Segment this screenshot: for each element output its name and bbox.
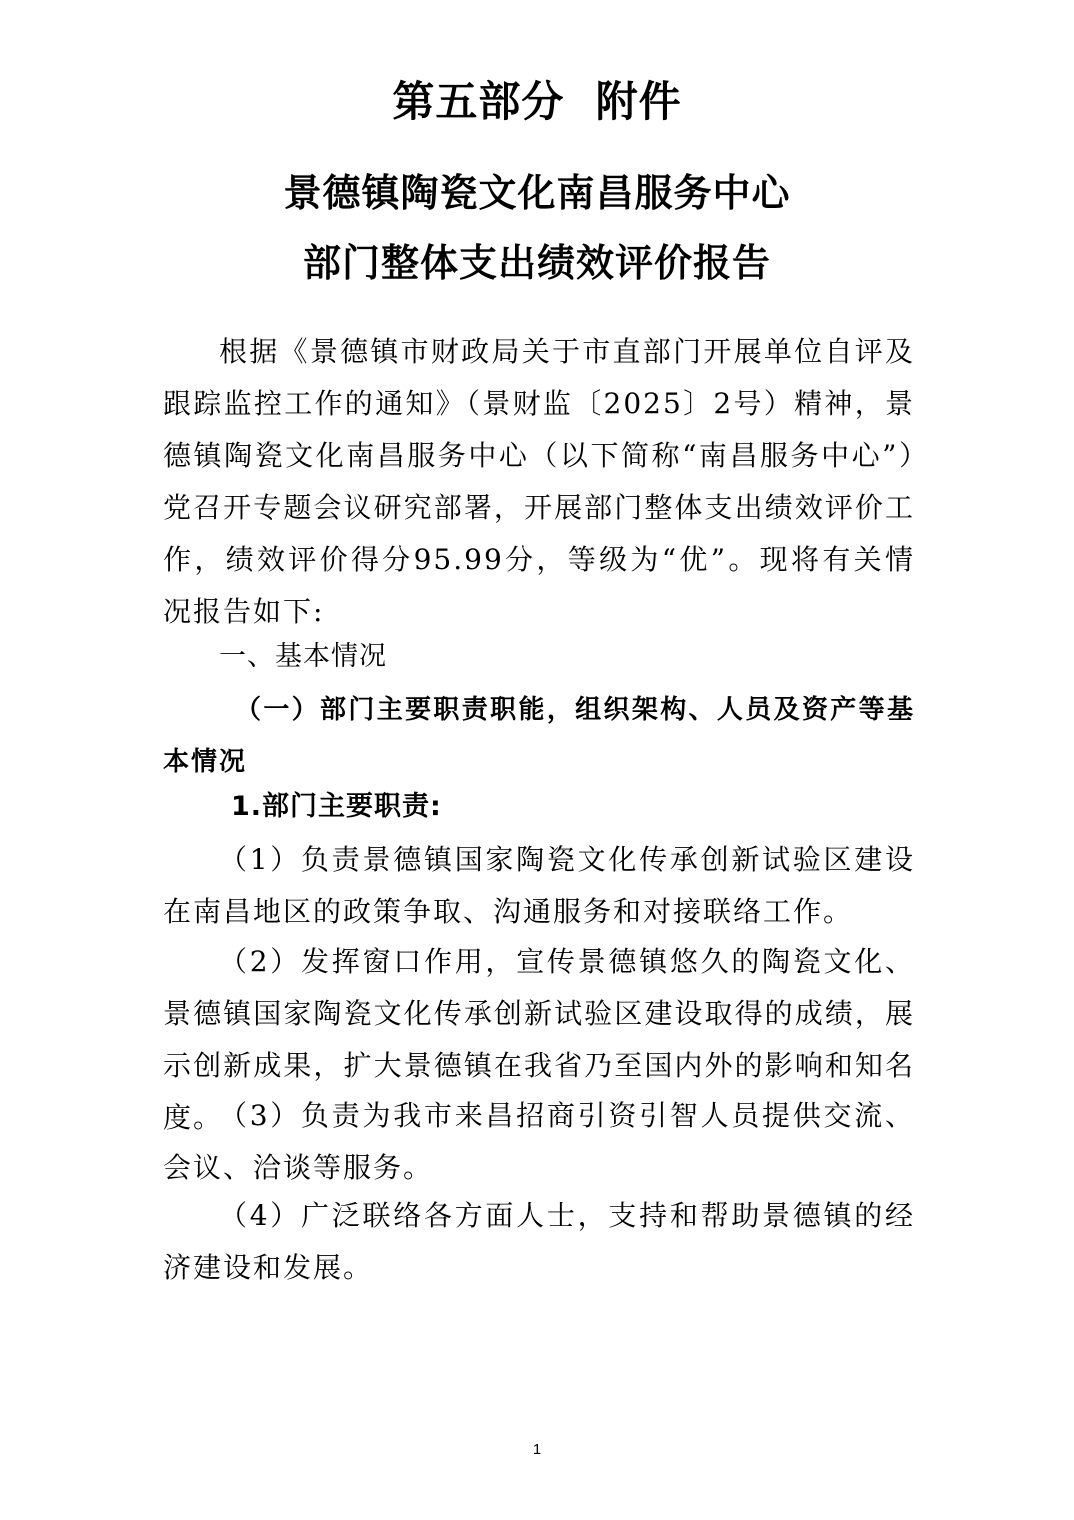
duty-item-4: （4）广泛联络各方面人士，支持和帮助景德镇的经济建设和发展。 bbox=[163, 1199, 915, 1284]
duty-item-3: （3）负责为我市来昌招商引资引智人员提供交流、会议、洽谈等服务。 bbox=[163, 1099, 915, 1184]
section-heading-basic-info: 一、基本情况 bbox=[219, 641, 387, 672]
intro-paragraph: 根据《景德镇市财政局关于市直部门开展单位自评及跟踪监控工作的通知》（景财监〔2025〕2号）精神，景德镇陶瓷文化南昌服务中心（以下简称“南昌服务中心”）党召开专题会议研究部署，开展部门整体支出绩效评价工作，绩效评价得分95.99分，等级为“优”。现将有关情况报告如下: bbox=[163, 335, 915, 628]
subsection-heading-duties-structure: （一）部门主要职责职能，组织架构、人员及资产等基本情况 bbox=[163, 695, 915, 777]
report-title-line-1: 景德镇陶瓷文化南昌服务中心 bbox=[283, 171, 791, 215]
part-title: 第五部分 附件 bbox=[392, 77, 682, 126]
duty-item-1: （1）负责景德镇国家陶瓷文化传承创新试验区建设在南昌地区的政策争取、沟通服务和对接联络工作。 bbox=[163, 843, 915, 928]
duty-item-2: （2）发挥窗口作用，宣传景德镇悠久的陶瓷文化、景德镇国家陶瓷文化传承创新试验区建设取得的成绩，展示创新成果，扩大景德镇在我省乃至国内外的影响和知名度。 bbox=[163, 945, 915, 1134]
item-heading-main-duties: 1.部门主要职责: bbox=[231, 791, 442, 822]
page-number: 1 bbox=[532, 1441, 542, 1458]
report-title-line-2: 部门整体支出绩效评价报告 bbox=[302, 241, 771, 285]
